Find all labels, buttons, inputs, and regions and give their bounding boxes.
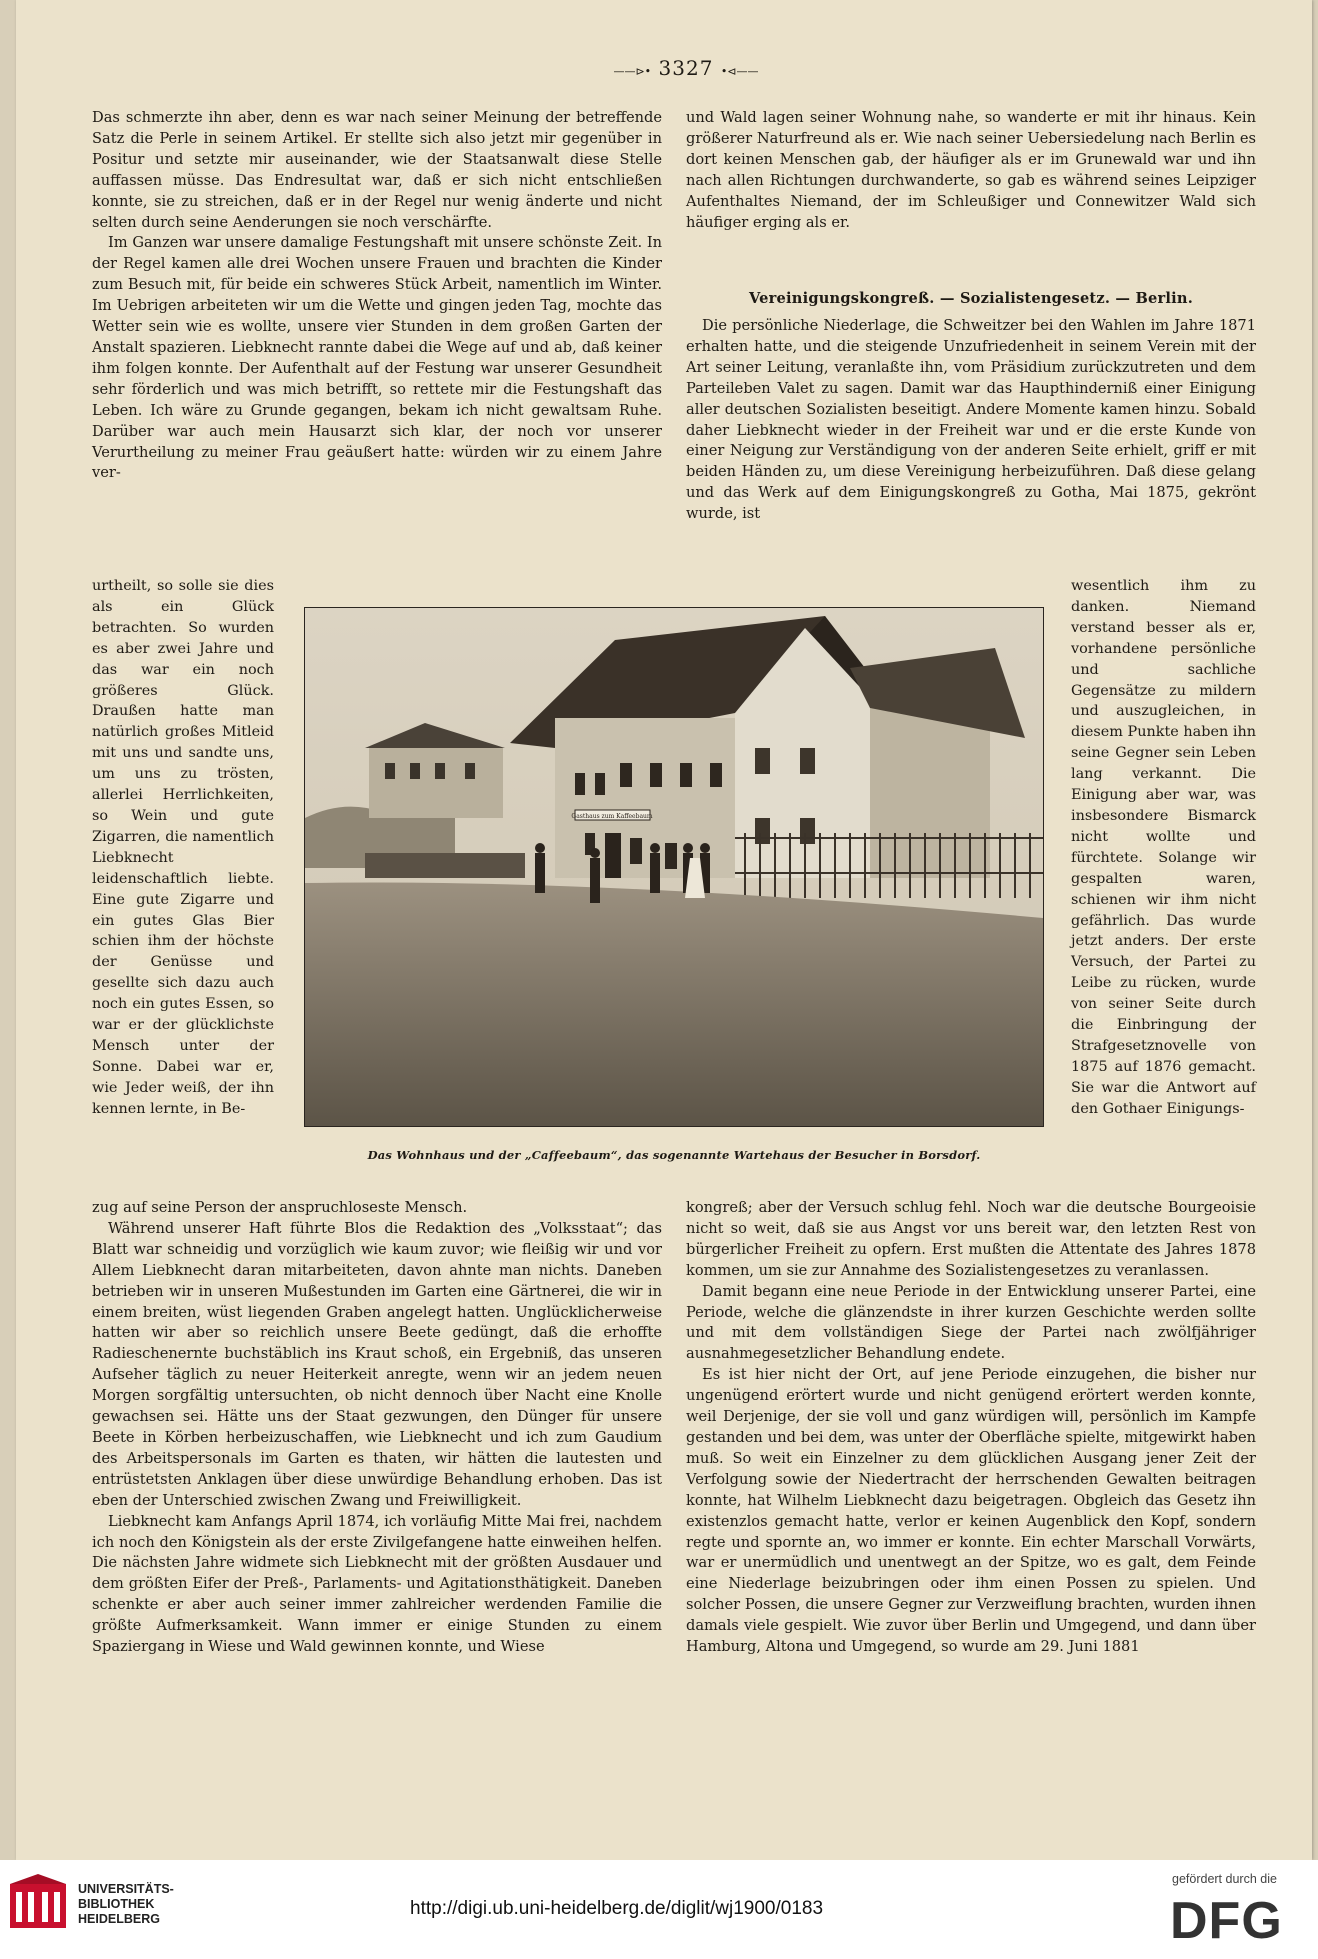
page-number-value: 3327 (658, 56, 714, 80)
paragraph: und Wald lagen seiner Wohnung nahe, so wanderte er mit ihr hinaus. Kein größerer Naturfreund als er. Wie nach seiner Uebersiedelung nach Berlin es dort keinen Menschen gab, der häufiger als er im Grunewald war und ihn nach allen Richtungen durchwanderte, so gab es während seines Leipziger Aufenthaltes Niemand, der im Schleußiger und Connewitzer Wald sich häufiger erging als er. (686, 109, 1256, 231)
left-column-bottom (92, 1198, 662, 1658)
university-library-logo-icon (8, 1874, 68, 1934)
paragraph: Damit begann eine neue Periode in der Entwicklung unserer Partei, eine Periode, welche die glänzendste in ihrer kurzen Geschichte werden sollte und mit dem vollständigen Siege der Partei nach zwölfjähriger ausnahmegesetzlicher Behandlung endete. (686, 1282, 1256, 1363)
right-column-bottom (686, 1198, 1256, 1658)
photo-house-caffeebaum (304, 607, 1044, 1127)
photo-caption: Das Wohnhaus und der „Caffeebaum“, das sogenannte Wartehaus der Besucher in Borsdorf. (367, 1148, 981, 1162)
paragraph: Im Ganzen war unsere damalige Festungshaft mit unsere schönste Zeit. In der Regel kamen alle drei Wochen unsere Frauen und brachten die Kinder zum Besuch mit, für beide ein schweres Stück Arbeit, namentlich im Winter. Im Uebrigen arbeiteten wir um die Wette und gingen jeden Tag, mochte das Wetter sein wie es wollte, unsere vier Stunden in dem großen Garten der Anstalt spazieren. Liebknecht rannte dabei die Wege auf und ab, daß keiner ihm folgen konnte. Der Aufenthalt auf der Festung war unserer Gesundheit sehr förderlich und was mich betrifft, so rettete mir die Festungshaft das Leben. Ich wäre zu Grunde gegangen, bekam ich nicht gewaltsam Ruhe. Darüber war auch mein Hausarzt sich klar, der noch vor unserer Verurtheilung zu meiner Frau geäußert hatte: würden wir zu einem Jahre ver- (92, 234, 662, 482)
footer-bar (0, 1860, 1318, 1959)
library-line-3: HEIDELBERG (78, 1912, 160, 1926)
ornament-right: •⊲—— (720, 65, 759, 78)
road (305, 882, 1043, 1126)
library-name (78, 1882, 174, 1927)
paragraph: wesentlich ihm zu danken. Niemand verstand besser als er, vorhandene persönliche und sachliche Gegensätze zu mildern und auszugleichen, in diesem Punkte haben ihn seine Gegner sein Leben lang verkannt. Die Einigung aber war, was insbesondere Bismarck nicht wollte und fürchtete. Solange wir gespalten waren, schienen wir ihm nicht gefährlich. Das wurde jetzt anders. Der erste Versuch, der Partei zu Leibe zu rücken, wurde von seiner Seite durch die Einbringung der Strafgesetznovelle von 1875 auf 1876 gemacht. Sie war die Antwort auf den Gothaer Einigungs- (1071, 578, 1256, 1117)
source-url-link[interactable]: http://digi.ub.uni-heidelberg.de/diglit/wj1900/0183 (410, 1898, 824, 1919)
library-line-1: UNIVERSITÄTS- (78, 1882, 174, 1896)
house-sign-text: Gasthaus zum Kaffeebaum (571, 813, 653, 820)
paragraph: kongreß; aber der Versuch schlug fehl. Noch war die deutsche Bourgeoisie nicht so weit, daß sie aus Angst vor uns bereit war, den letzten Rest von bürgerlicher Freiheit zu opfern. Erst mußten die Attentate des Jahres 1878 kommen, um sie zur Annahme des Sozialistengesetzes zu veranlassen. (686, 1199, 1256, 1279)
dfg-logo: DFG (1170, 1892, 1283, 1950)
left-column-narrow (92, 576, 274, 1120)
paragraph: Das schmerzte ihn aber, denn es war nach seiner Meinung der betreffende Satz die Perle in seinem Artikel. Er stellte sich also jetzt mir gegenüber in Positur und setzte mir auseinander, wie der Staatsanwalt diese Stelle auffassen müsse. Das Endresultat war, daß er sich nicht entschließen konnte, sie zu streichen, daß er in der Regel nur wenig änderte und nicht selten durch seine Aenderungen sie noch verschärfte. (92, 109, 662, 231)
paragraph: Es ist hier nicht der Ort, auf jene Periode einzugehen, die bisher nur ungenügend erörtert wurde und nicht genügend erörtert werden konnte, weil Derjenige, der sie voll und ganz würdigen will, persönlich im Kampfe gestanden und bei dem, was unter der Oberfläche spielte, mitgewirkt haben muß. So weit ein Einzelner zu dem glücklichen Ausgang jener Zeit der Verfolgung sowie der Niedertracht der herrschenden Gewalten beitragen konnte, hat Wilhelm Liebknecht dazu beigetragen. Obgleich das Gesetz ihn existenzlos gemacht hatte, verlor er keinen Augenblick den Kopf, sondern regte und spornte an, wo immer er konnte. Ein echter Marschall Vorwärts, war er unermüdlich und unentwegt an der Spitze, wo es galt, dem Feinde eine Niederlage beizubringen oder ihm einen Possen zu spielen. Und solcher Possen, die unsere Gegner zur Verzweiflung brachten, wurden ihnen damals viele gespielt. Wie zuvor über Berlin und Umgegend, und dann über Hamburg, Altona und Umgegend, so wurde am 29. Juni 1881 (686, 1366, 1256, 1656)
left-column-top (92, 108, 662, 484)
paragraph: Während unserer Haft führte Blos die Redaktion des „Volksstaat“; das Blatt war schneidig und vorzüglich wie kaum zuvor; wie fleißig wir und vor Allem Liebknecht daran mitarbeiteten, davon ahnte man nichts. Daneben betrieben wir in unseren Mußestunden im Garten eine Gärtnerei, die wir in einem breiten, wüst liegenden Graben angelegt hatten. Unglücklicherweise hatten wir aber so reichlich unsere Beete gedüngt, daß die erhoffte Radieschenernte buchstäblich ins Kraut schoß, ein Ergebniß, das unseren Aufseher täglich zu neuer Heiterkeit anregte, wenn wir an jedem neuen Morgen sorgfältig untersuchten, ob nicht dennoch über Nacht eine Knolle gewachsen sei. Hätte uns der Staat gezwungen, den Dünger für unsere Beete in Körben herbeizuschaffen, wie Liebknecht und ich zum Gaudium des Arbeitspersonals im Garten es thaten, wir hätten die lautesten und entrüstetsten Anklagen über diese unwürdige Behandlung erhoben. Das ist eben der Unterschied zwischen Zwang und Freiwilligkeit. (92, 1219, 662, 1509)
paragraph: urtheilt, so solle sie dies als ein Glück betrachten. So wurden es aber zwei Jahre und das war ein noch größeres Glück. Draußen hatte man natürlich großes Mitleid mit uns und sandte uns, um uns zu trösten, allerlei Herrlichkeiten, so Wein und gute Zigarren, die namentlich Liebknecht leidenschaftlich liebte. Eine gute Zigarre und ein gutes Glas Bier schien ihm der höchste der Genüsse und gesellte sich dazu auch noch ein gutes Essen, so war er der glücklichste Mensch unter der Sonne. Dabei war er, wie Jeder weiß, der ihn kennen lernte, in Be- (92, 578, 274, 1117)
right-column-mid (686, 316, 1256, 525)
paragraph: Liebknecht kam Anfangs April 1874, ich vorläufig Mitte Mai frei, nachdem ich noch den Königstein als der erste Zivilgefangene hatte einweihen helfen. Die nächsten Jahre widmete sich Liebknecht mit der größten Ausdauer und dem größten Eifer der Preß-, Parlaments- und Agitationsthätigkeit. Daneben schenkte er aber auch seiner immer zahlreicher werdenden Familie die größte Aufmerksamkeit. Wann immer er einige Stunden zu einem Spaziergang in Wiese und Wald gewinnen konnte, und Wiese (92, 1512, 662, 1656)
left-fence (365, 853, 525, 878)
paragraph: zug auf seine Person der anspruchloseste Mensch. (92, 1199, 468, 1216)
library-line-2: BIBLIOTHEK (78, 1897, 155, 1911)
page-number (576, 56, 796, 80)
page-sheet (16, 0, 1312, 1860)
right-column-narrow (1071, 576, 1256, 1120)
funding-note: gefördert durch die (1172, 1872, 1277, 1886)
paragraph: Die persönliche Niederlage, die Schweitzer bei den Wahlen im Jahre 1871 erhalten hatte, und die steigende Unzufriedenheit in seinem Verein mit der Art seiner Leitung, veranlaßte ihn, vom Präsidium zurückzutreten und dem Parteileben Valet zu sagen. Damit war das Haupthinderniß einer Einigung aller deutschen Sozialisten beseitigt. Andere Momente kamen hinzu. Sobald daher Liebknecht wieder in der Freiheit war und er die erste Kunde von einer Neigung zur Verständigung von der anderen Seite erhielt, griff er mit beiden Händen zu, um diese Vereinigung herbeizuführen. Daß diese gelang und das Werk auf dem Einigungskongreß zu Gotha, Mai 1875, gekrönt wurde, ist (686, 317, 1256, 523)
ornament-left: ——⊳• (613, 65, 652, 78)
section-heading: Vereinigungskongreß. — Sozialistengesetz. — Berlin. (749, 290, 1193, 307)
right-column-top (686, 108, 1256, 233)
